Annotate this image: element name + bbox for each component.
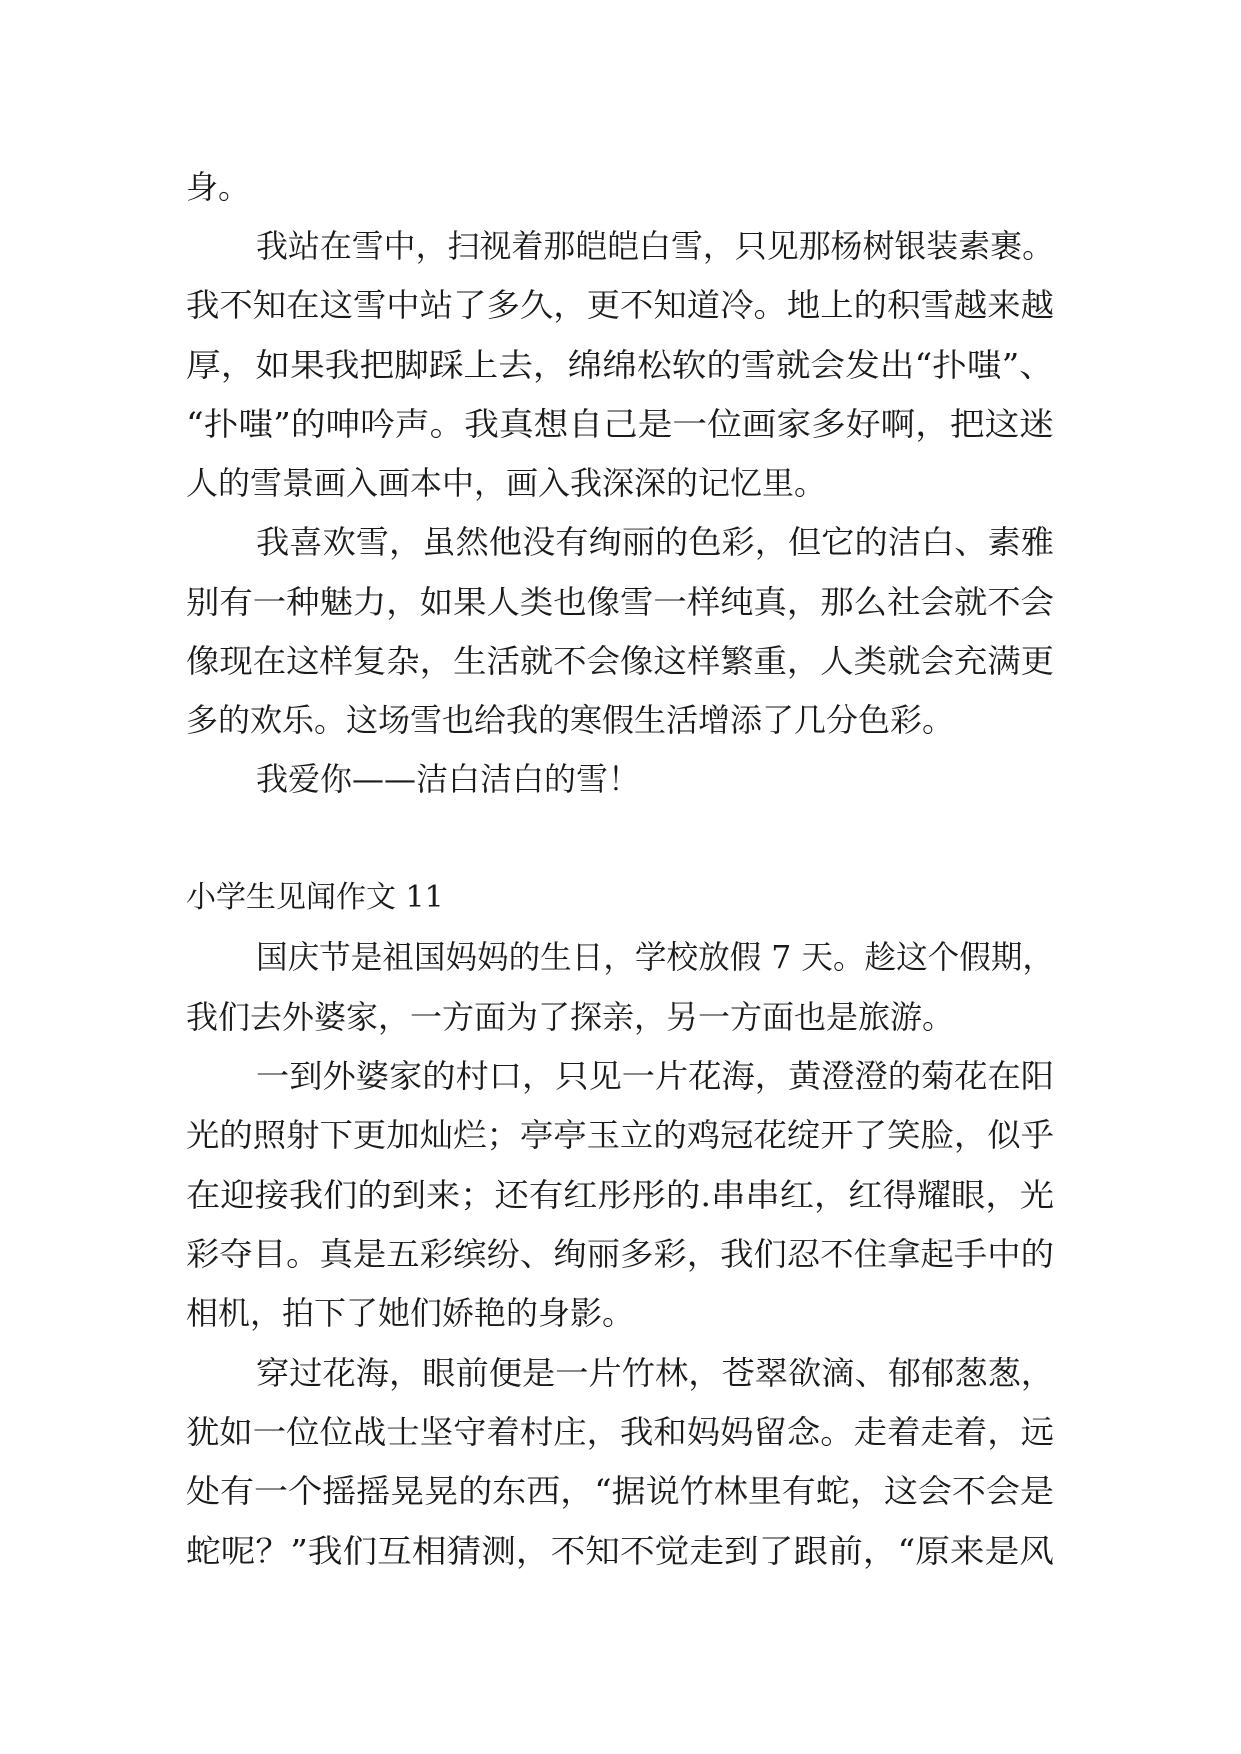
text-line — [0, 1165, 1241, 1225]
text-line — [0, 631, 1241, 691]
text-line — [0, 1224, 1241, 1284]
text-line — [0, 927, 1241, 987]
text-line — [0, 1461, 1241, 1521]
line-text: 像现在这样复杂，生活就不会像这样繁重，人类就会充满更 — [186, 642, 1054, 680]
line-text: 厚，如果我把脚踩上去，绵绵松软的雪就会发出“扑嗤”、 — [186, 346, 1054, 384]
text-line — [0, 335, 1241, 395]
heading-text: 小学生见闻作文 11 — [186, 880, 444, 915]
line-text: 光的照射下更加灿烂；亭亭玉立的鸡冠花绽开了笑脸，似乎 — [186, 1116, 1054, 1154]
line-text: 多的欢乐。这场雪也给我的寒假生活增添了几分色彩。 — [186, 701, 955, 739]
line-text: 相机，拍下了她们娇艳的身影。 — [186, 1294, 635, 1332]
line-text: 身。 — [186, 168, 251, 206]
text-line — [0, 512, 1241, 572]
line-text: “扑嗤”的呻吟声。我真想自己是一位画家多好啊，把这迷 — [186, 405, 1054, 443]
line-text: 人的雪景画入画本中，画入我深深的记忆里。 — [186, 464, 827, 502]
text-line — [0, 749, 1241, 809]
line-text: 我不知在这雪中站了多久，更不知道冷。地上的积雪越来越 — [186, 286, 1054, 324]
line-text: 别有一种魅力，如果人类也像雪一样纯真，那么社会就不会 — [186, 583, 1054, 621]
text-line — [0, 1521, 1241, 1581]
text-line — [0, 1283, 1241, 1343]
text-line — [0, 1343, 1241, 1403]
text-line — [0, 690, 1241, 750]
line-text: 在迎接我们的到来；还有红彤彤的.串串红，红得耀眼，光 — [186, 1176, 1054, 1214]
section-heading — [0, 868, 1241, 928]
line-text: 我喜欢雪，虽然他没有绚丽的色彩，但它的洁白、素雅 — [256, 523, 1054, 561]
text-line — [0, 394, 1241, 454]
line-text: 穿过花海，眼前便是一片竹林，苍翠欲滴、郁郁葱葱， — [256, 1354, 1054, 1392]
line-text: 我站在雪中，扫视着那皑皑白雪，只见那杨树银装素裹。 — [256, 227, 1054, 265]
text-line — [0, 1402, 1241, 1462]
text-line — [0, 1046, 1241, 1106]
line-text: 国庆节是祖国妈妈的生日，学校放假 7 天。趁这个假期， — [256, 938, 1054, 976]
line-text: 蛇呢？”我们互相猜测，不知不觉走到了跟前，“原来是风 — [186, 1532, 1054, 1570]
text-line — [0, 453, 1241, 513]
text-line — [0, 572, 1241, 632]
line-text: 我爱你——洁白洁白的雪！ — [256, 760, 641, 798]
line-text: 一到外婆家的村口，只见一片花海，黄澄澄的菊花在阳 — [256, 1057, 1054, 1095]
text-line — [0, 275, 1241, 335]
line-text: 彩夺目。真是五彩缤纷、绚丽多彩，我们忍不住拿起手中的 — [186, 1235, 1054, 1273]
text-line — [0, 216, 1241, 276]
text-line — [0, 157, 1241, 217]
text-line — [0, 987, 1241, 1047]
text-line — [0, 1105, 1241, 1165]
line-text: 我们去外婆家，一方面为了探亲，另一方面也是旅游。 — [186, 998, 955, 1036]
line-text: 犹如一位位战士坚守着村庄，我和妈妈留念。走着走着，远 — [186, 1413, 1054, 1451]
line-text: 处有一个摇摇晃晃的东西，“据说竹林里有蛇，这会不会是 — [186, 1472, 1054, 1510]
